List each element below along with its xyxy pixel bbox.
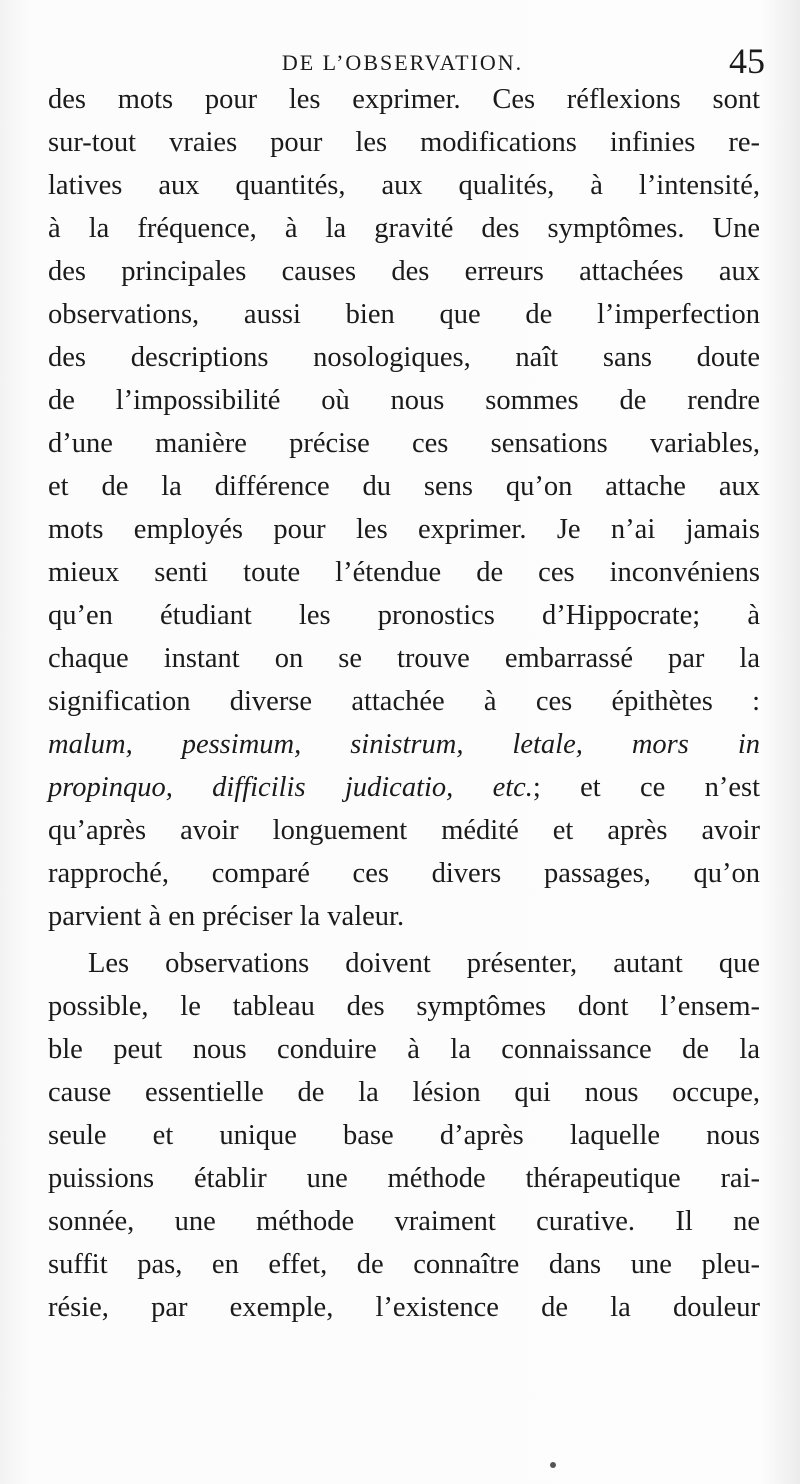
italic-text: propinquo, difficilis judicatio, etc. <box>48 772 533 803</box>
text-line: observations, aussi bien que de l’imperfection <box>48 299 760 330</box>
paragraph-last-line: parvient à en préciser la valeur. <box>48 901 405 932</box>
text-line: de l’impossibilité où nous sommes de rendre <box>48 385 760 416</box>
text-line: signification diverse attachée à ces épithètes : <box>48 686 760 717</box>
running-title: DE L’OBSERVATION. <box>281 50 524 75</box>
text-line: sur-tout vraies pour les modifications infinies re- <box>48 127 760 158</box>
text-line: des mots pour les exprimer. Ces réflexions sont <box>48 84 760 115</box>
text-line: ble peut nous conduire à la connaissance de la <box>48 1034 760 1065</box>
text-line: seule et unique base d’après laquelle nous <box>48 1120 760 1151</box>
text-line: et de la différence du sens qu’on attache aux <box>48 471 760 502</box>
text-line: sonnée, une méthode vraiment curative. Il ne <box>48 1206 760 1237</box>
ink-speck <box>550 1462 556 1468</box>
text-line: des principales causes des erreurs attachées aux <box>48 256 760 287</box>
text-line: des descriptions nosologiques, naît sans doute <box>48 342 760 373</box>
text-line: puissions établir une méthode thérapeutique rai- <box>48 1163 760 1194</box>
text-line: latives aux quantités, aux qualités, à l’intensité, <box>48 170 760 201</box>
text-line: qu’après avoir longuement médité et après avoir <box>48 815 760 846</box>
paragraph-first-line: Les observations doivent présenter, autant que <box>88 948 760 979</box>
text-line: résie, par exemple, l’existence de la douleur <box>48 1292 760 1323</box>
italic-line <box>48 723 760 766</box>
text-line: cause essentielle de la lésion qui nous occupe, <box>48 1077 760 1108</box>
text-line: suffit pas, en effet, de connaître dans une pleu- <box>48 1249 760 1280</box>
text-line: d’une manière précise ces sensations variables, <box>48 428 760 459</box>
mixed-line <box>48 766 760 809</box>
roman-text: ; et ce n’est <box>532 772 760 803</box>
text-line: qu’en étudiant les pronostics d’Hippocrate; à <box>48 600 760 631</box>
text-line: rapproché, comparé ces divers passages, qu’on <box>48 858 760 889</box>
body-text <box>48 78 760 1329</box>
text-line: mieux senti toute l’étendue de ces inconvéniens <box>48 557 760 588</box>
page-number: 45 <box>729 41 765 81</box>
text-line: mots employés pour les exprimer. Je n’ai jamais <box>48 514 760 545</box>
italic-text: malum, pessimum, sinistrum, letale, mors in <box>48 729 760 760</box>
text-line: à la fréquence, à la gravité des symptômes. Une <box>48 213 760 244</box>
text-line: possible, le tableau des symptômes dont l’ensem- <box>48 991 760 1022</box>
text-line: chaque instant on se trouve embarrassé par la <box>48 643 760 674</box>
